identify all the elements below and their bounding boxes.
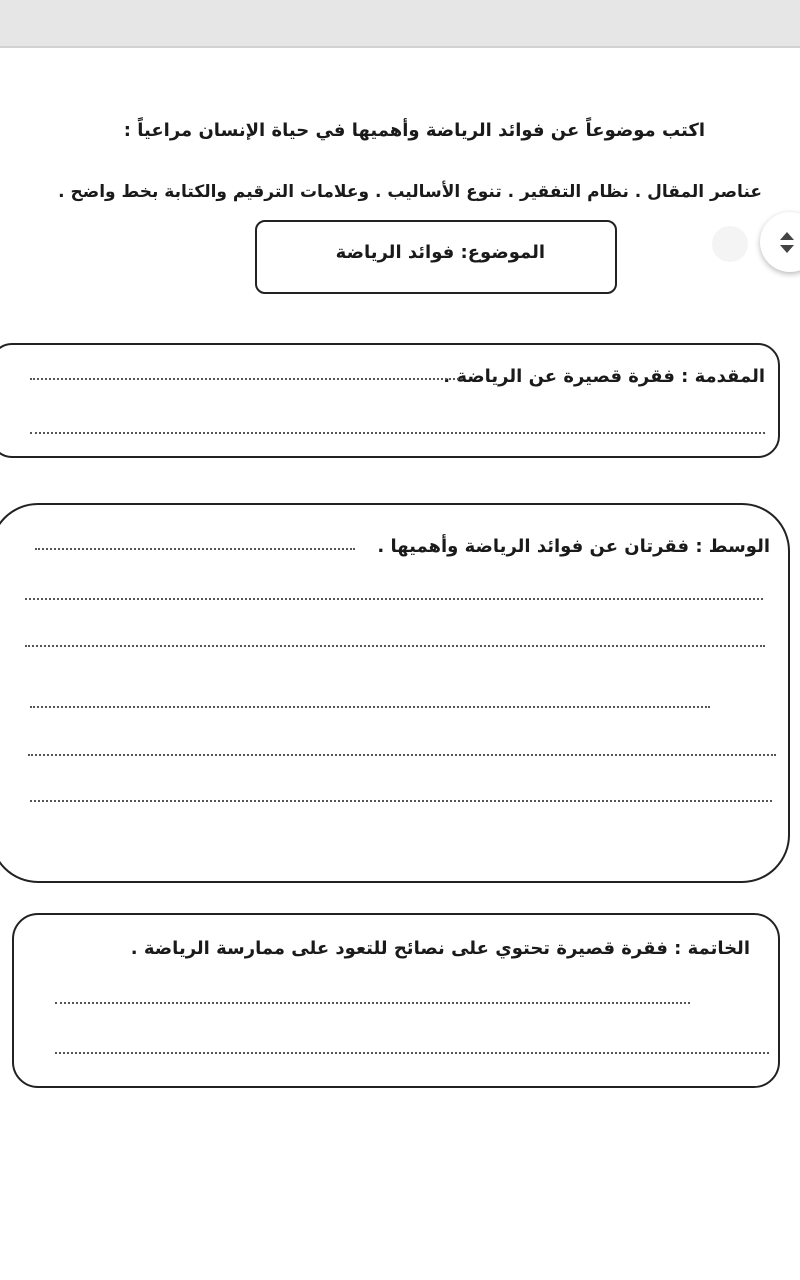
writing-line[interactable] bbox=[25, 598, 763, 600]
body-section-box bbox=[0, 503, 790, 883]
writing-line[interactable] bbox=[30, 378, 462, 380]
scroll-handle[interactable] bbox=[760, 212, 800, 272]
instruction-line-2: عناصر المقال . نظام التفقير . تنوع الأساليب . وعلامات الترقيم والكتابة بخط واضح . bbox=[58, 182, 762, 202]
topic-box bbox=[255, 220, 617, 294]
writing-line[interactable] bbox=[30, 800, 772, 802]
writing-line[interactable] bbox=[55, 1052, 769, 1054]
writing-line[interactable] bbox=[35, 548, 355, 550]
ghost-circle bbox=[712, 226, 748, 262]
intro-label: المقدمة : فقرة قصيرة عن الرياضة . bbox=[443, 366, 765, 387]
writing-line[interactable] bbox=[55, 1002, 690, 1004]
writing-line[interactable] bbox=[30, 432, 765, 434]
writing-line[interactable] bbox=[28, 754, 776, 756]
writing-line[interactable] bbox=[25, 645, 765, 647]
conclusion-label: الخاتمة : فقرة قصيرة تحتوي على نصائح للتعود على ممارسة الرياضة . bbox=[130, 938, 750, 959]
browser-top-bar bbox=[0, 0, 800, 48]
body-label: الوسط : فقرتان عن فوائد الرياضة وأهميها . bbox=[377, 536, 770, 557]
arrow-down-icon bbox=[780, 245, 794, 253]
instruction-line-1: اكتب موضوعاً عن فوائد الرياضة وأهميها في حياة الإنسان مراعياً : bbox=[123, 120, 705, 141]
intro-section-box bbox=[0, 343, 780, 458]
topic-label: الموضوع: فوائد الرياضة bbox=[335, 242, 545, 263]
writing-line[interactable] bbox=[30, 706, 710, 708]
arrow-up-icon bbox=[780, 232, 794, 240]
